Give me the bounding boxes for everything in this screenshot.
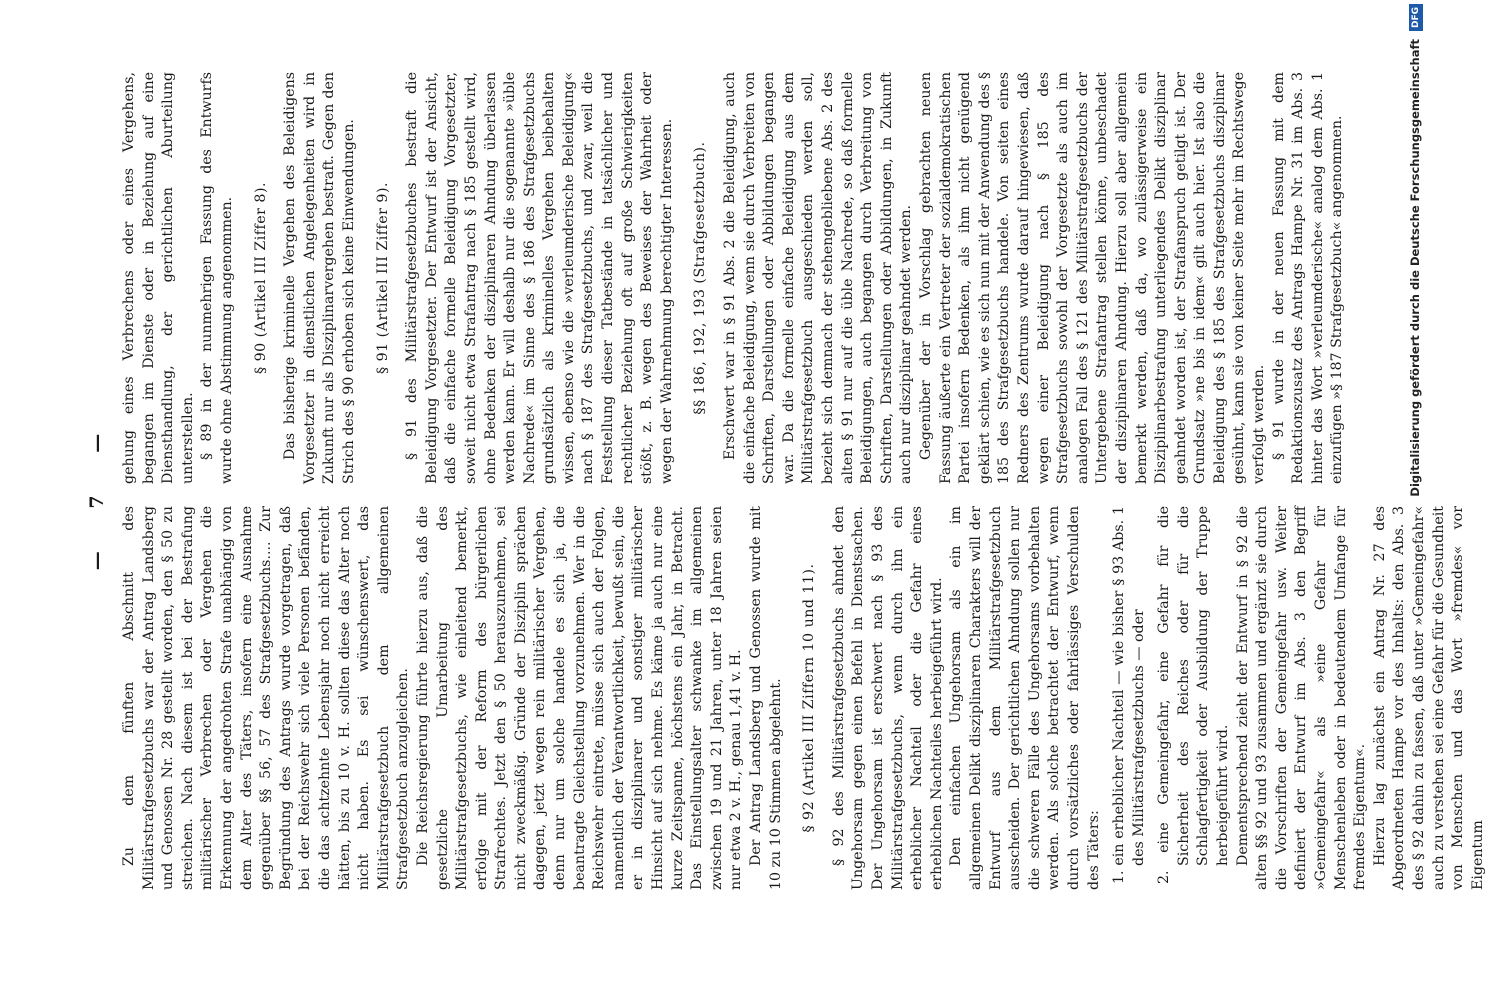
section-heading: § 91 (Artikel III Ziffer 9). (374, 182, 391, 374)
page-number: 7 (86, 491, 108, 509)
section-heading: § 92 (Artikel III Ziffern 10 und 11). (801, 563, 818, 833)
paragraph: § 91 wurde in der neuen Fassung mit dem Redaktionszusatz des Antrags Hampe Nr. 31 im Abs. 3 hinter das Wort »verleumderische« analog dem Abs. 1 einzufügen »§ 187 Strafgesetzbuch« angenommen. (1270, 72, 1346, 484)
paragraph: Den einfachen Ungehorsam als ein im allgemeinen Delikt disziplinaren Charakters will der Entwurf aus dem Militärstrafgesetzbuch ausscheiden. Der gerichtlichen Ahndung sollen nur die schweren Fälle des Ungehorsams vorbehalten werden. Als solche betrachtet der Entwurf, wenn durch vorsätzliches oder fahrlässiges Verschulden des Täters: (948, 506, 1102, 890)
paragraph: Zu dem fünften Abschnitt des Militärstrafgesetzbuchs war der Antrag Landsberg und Genossen Nr. 28 gestellt worden, den § 50 zu streichen. Nach diesem ist bei der Bestrafung militärischer Verbrechen oder Vergehen die Erkennung der angedrohten Strafe unabhängig von dem Alter des Täters, insofern eine Ausnahme gegenüber §§ 56, 57 des Strafgesetzbuchs.... Zur Begründung des Antrags wurde vorgetragen, daß bei der Reichswehr sich viele Personen befänden, die das achtzehnte Lebensjahr noch nicht erreicht hätten, bis zu 10 v. H. sollten diese das Alter noch nicht haben. Es sei wünschenswert, das Militärstrafgesetzbuch dem allgemeinen Strafgesetzbuch anzugleichen. (121, 506, 412, 890)
list-item: 1. ein erheblicher Nachteil — wie bisher § 93 Abs. 1 des Militärstrafgesetzbuchs — oder (1111, 506, 1147, 884)
header-dash-left: — (86, 547, 108, 571)
paragraph: gehung eines Verbrechens oder eines Vergehens, begangen im Dienste oder in Beziehung auf eine Diensthandlung, der gerichtlichen Aburteilung unterstellen. (121, 72, 196, 484)
paragraph: Erschwert war in § 91 Abs. 2 die Beleidigung, auch die einfache Beleidigung, wenn sie durch Verbreiten von Schriften, Darstellungen oder Abbildungen begangen war. Da die formelle einfache Beleidigung aus dem Militärstrafgesetzbuch ausgeschieden werden soll, bezieht sich demnach der stehengebliebene Abs. 2 des alten § 91 nur auf die üble Nachrede, so daß formelle Beleidigungen, auch begangen durch Verbreitung von Schriften, Darstellungen oder Abbildungen, in Zukunft auch nur disziplinar geahndet werden. (722, 72, 915, 484)
paragraph: § 92 des Militärstrafgesetzbuchs ahndet den Ungehorsam gegen einen Befehl in Dienstsachen. Der Ungehorsam ist erschwert nach § 93 des Militärstrafgesetzbuchs, wenn durch ihn ein erheblicher Nachteil oder die Gefahr eines erheblichen Nachteiles herbeigeführt wird. (830, 506, 945, 890)
paragraph: § 89 in der nunmehrigen Fassung des Entwurfs wurde ohne Abstimmung angenommen. (199, 72, 235, 484)
right-column (120, 506, 1488, 890)
header-dash-right: — (86, 429, 108, 453)
paragraph: Dementsprechend zieht der Entwurf in § 92 die alten §§ 92 und 93 zusammen und ergänzt sie durch die Vorschriften der Gemeingefahr usw. Weiter definiert der Entwurf im Abs. 3 den Begriff »Gemeingefahr« als »eine Gefahr für Menschenleben oder in bedeutendem Umfange für fremdes Eigentum«. (1234, 506, 1369, 890)
paragraph: § 91 des Militärstrafgesetzbuches bestraft die Beleidigung Vorgesetzter. Der Entwurf ist der Ansicht, daß die einfache formelle Beleidigung Vorgesetzter, soweit nicht etwa Strafantrag nach § 185 gestellt wird, ohne Bedenken der disziplinaren Ahndung überlassen werden kann. Er will deshalb nur die sogenannte »üble Nachrede« im Sinne des § 186 des Strafgesetzbuchs grundsätzlich als kriminelles Vergehen beibehalten wissen, ebenso wie die »verleumderische Beleidigung« nach § 187 des Strafgesetzbuchs, und zwar, weil die Feststellung dieser Tatbestände in tatsächlicher und rechtlicher Beziehung oft auf große Schwierigkeiten stößt, z. B. wegen des Beweises der Wahrheit oder wegen der Wahrnehmung berechtigter Interessen. (404, 72, 675, 484)
credit-text: Digitalisierung gefördert durch die Deutsche Forschungsgemeinschaft (1408, 39, 1422, 497)
left-column (120, 72, 1348, 484)
digitization-credit (1400, 0, 1430, 1000)
section-heading: §§ 186, 192, 193 (Strafgesetzbuch). (692, 141, 709, 415)
paragraph: Der Antrag Landsberg und Genossen wurde mit 10 zu 10 Stimmen abgelehnt. (748, 506, 784, 890)
paragraph: Hierzu lag zunächst ein Antrag Nr. 27 des Abgeordneten Hampe vor des Inhalts: den Abs. 3 des § 92 dahin zu fassen, daß unter »Gemeingefahr« auch zu verstehen sei eine Gefahr für die Gesundheit von Menschen und das Wort »fremdes« vor Eigentum (1371, 506, 1486, 890)
paragraph: Die Reichsregierung führte hierzu aus, daß die gesetzliche Umarbeitung des Militärstrafgesetzbuchs, wie einleitend bemerkt, erfolge mit der Reform des bürgerlichen Strafrechtes. Jetzt den § 50 herauszunehmen, sei nicht zweckmäßig. Gründe der Disziplin sprächen dagegen, jetzt wegen rein militärischer Vergehen, denn nur um solche handele es sich ja, die beantragte Gleichstellung vorzunehmen. Wer in die Reichswehr eintrete, müsse sich auch der Folgen, namentlich der Verantwortlichkeit, bewußt sein, die er in disziplinarer und sonstiger militärischer Hinsicht auf sich nehme. Es käme ja auch nur eine kurze Zeitspanne, höchstens ein Jahr, in Betracht. Das Einstellungsalter schwanke im allgemeinen zwischen 19 und 21 Jahren, unter 18 Jahren seien nur etwa 2 v. H., genau 1,41 v. H. (414, 506, 745, 890)
paragraph: Gegenüber der in Vorschlag gebrachten neuen Fassung äußerte ein Vertreter der sozialdemokratischen Partei insofern Bedenken, als ihm nicht genügend geklärt schien, wie es sich nun mit der Anwendung des § 185 des Strafgesetzbuchs handele. Von seiten eines Redners des Zentrums wurde darauf hingewiesen, daß wegen einer Beleidigung nach § 185 des Strafgesetzbuchs sowohl der Vorgesetzte als auch im analogen Fall des § 121 des Militärstrafgesetzbuchs der Untergebene Strafantrag stellen könne, unbeschadet der disziplinaren Ahndung. Hierzu soll aber allgemein bemerkt werden, daß da, wo zulässigerweise ein Disziplinarbestrafung unterliegendes Delikt disziplinar geahndet worden ist, der Strafanspruch getilgt ist. Der Grundsatz »ne bis in idem« gilt auch hier. Ist also die Beleidigung des § 185 des Strafgesetzbuchs disziplinar gesühnt, kann sie von keiner Seite mehr im Rechtswege verfolgt werden. (917, 72, 1268, 484)
paragraph: Das bisherige kriminelle Vergehen des Beleidigens Vorgesetzter in dienstlichen Angelegenheiten wird in Zukunft nur als Disziplinarvergehen bestraft. Gegen den Strich des § 90 erhoben sich keine Einwendungen. (282, 72, 357, 484)
section-heading: § 90 (Artikel III Ziffer 8). (252, 182, 269, 374)
list-item: 2. eine Gemeingefahr, eine Gefahr für die Sicherheit des Reiches oder für die Schlagfertigkeit oder Ausbildung der Truppe herbeigeführt wird. (1156, 506, 1232, 884)
page-header (86, 0, 108, 1000)
dfg-logo: DFG (1409, 4, 1423, 31)
